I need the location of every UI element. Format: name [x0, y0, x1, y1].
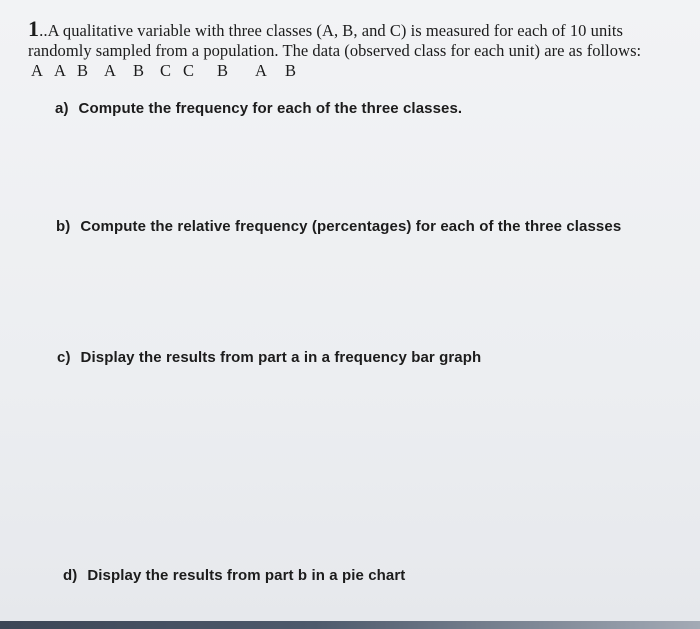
question-number: 1: [28, 16, 40, 41]
part-a-text: Compute the frequency for each of the three classes.: [78, 100, 463, 117]
part-d-text-before: Display the results from part: [87, 567, 298, 584]
data-value: A: [255, 61, 268, 80]
part-c-label: c): [57, 349, 71, 366]
question-intro-line-2: randomly sampled from a population. The data (observed class for each unit) are as follows:: [28, 41, 642, 60]
data-value: B: [285, 61, 297, 80]
part-a: [55, 100, 462, 117]
part-c-text-after: in a frequency bar graph: [299, 349, 482, 366]
question-number-dots: ..: [39, 21, 48, 40]
part-b: [56, 218, 621, 235]
part-d-text-after: in a pie chart: [307, 567, 406, 584]
part-a-label: a): [55, 100, 69, 117]
data-value: B: [133, 61, 145, 80]
part-d-label: d): [63, 567, 78, 584]
data-value: A: [31, 61, 44, 80]
question-intro-text-1: A qualitative variable with three classes (A, B, and C) is measured for each of 10 units: [47, 21, 623, 40]
data-value: C: [183, 61, 195, 80]
page-bottom-edge: [0, 621, 700, 629]
part-c-ref: a: [291, 349, 300, 366]
part-c-text-before: Display the results from part: [80, 349, 292, 366]
part-d: [63, 567, 405, 584]
part-b-label: b): [56, 218, 71, 235]
part-d-ref: b: [297, 567, 308, 584]
data-value: A: [104, 61, 117, 80]
data-sequence: [31, 61, 321, 81]
question-intro-line-1: [28, 16, 623, 42]
data-value: A: [54, 61, 67, 80]
data-value: B: [217, 61, 229, 80]
part-c: [57, 349, 481, 366]
data-value: C: [160, 61, 172, 80]
data-value: B: [77, 61, 89, 80]
part-b-text: Compute the relative frequency (percentages) for each of the three classes: [80, 218, 622, 235]
